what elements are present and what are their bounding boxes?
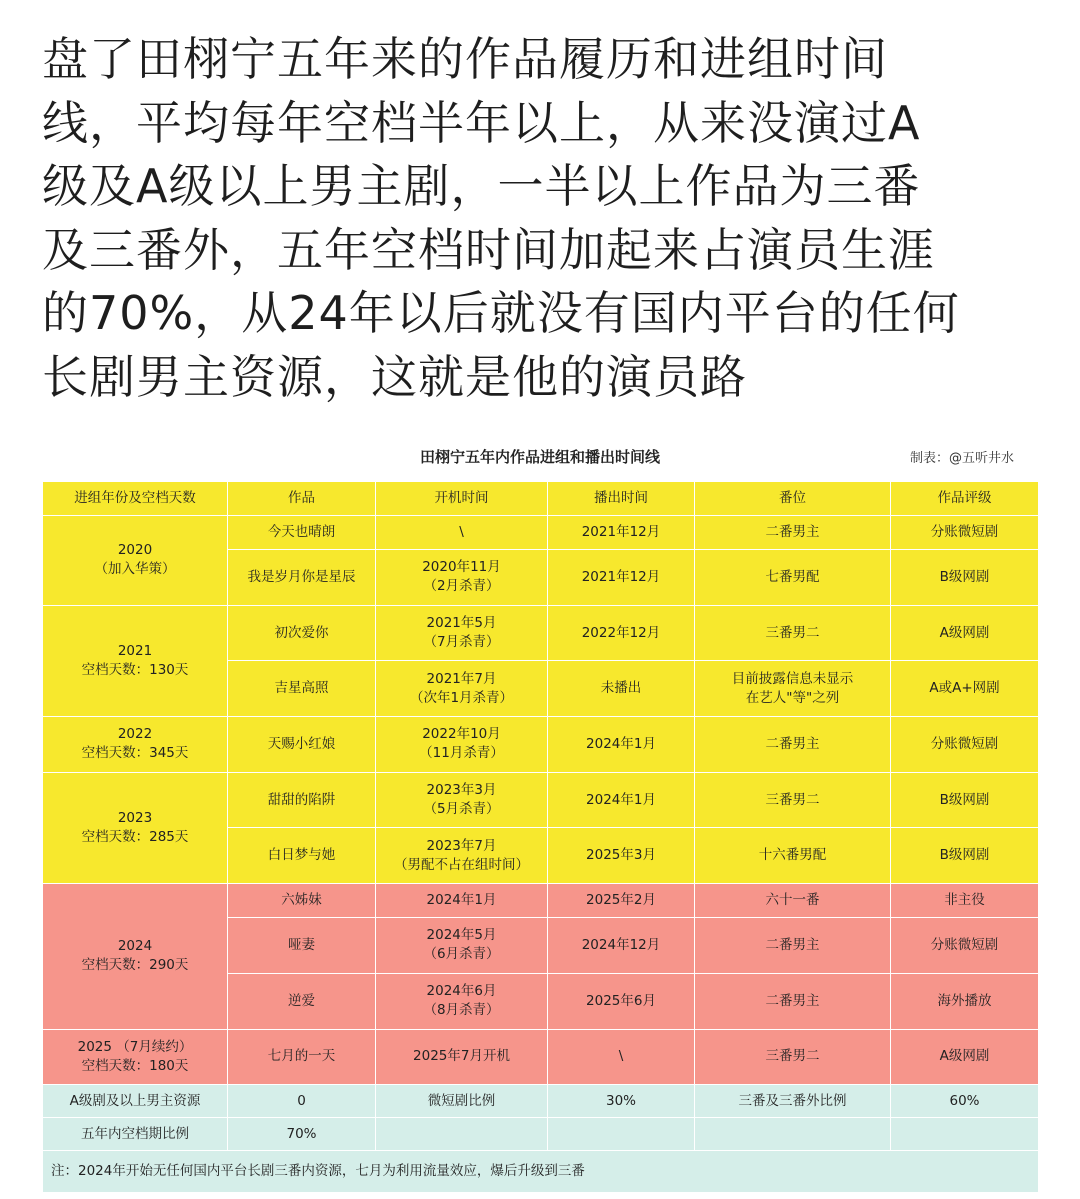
work-cell: 白日梦与她 <box>228 828 376 884</box>
summary-label: A级剧及以上男主资源 <box>43 1085 228 1118</box>
start-cell <box>376 605 548 661</box>
rank-cell: 七番男配 <box>695 550 891 606</box>
start-date: 2024年1月 <box>426 892 497 909</box>
start-date: 2020年11月 <box>422 559 501 576</box>
year-note: 空档天数：290天 <box>81 957 189 974</box>
year-label: 2020 <box>117 542 153 559</box>
air-cell: 2024年1月 <box>548 717 695 773</box>
start-date: 2023年7月 <box>426 837 497 854</box>
work-cell: 哑妻 <box>228 918 376 974</box>
grade-cell: B级网剧 <box>891 772 1039 828</box>
summary-label: 五年内空档期比例 <box>43 1118 228 1151</box>
start-date: 2024年5月 <box>426 927 497 944</box>
table-row <box>43 605 1039 661</box>
grade-cell: A级网剧 <box>891 1029 1039 1085</box>
rank-cell: 三番男二 <box>695 772 891 828</box>
timeline-table <box>42 481 1039 1193</box>
headline-line: 长剧男主资源，这就是他的演员路 <box>42 349 747 404</box>
table-note: 注：2024年开始无任何国内平台长剧三番内资源，七月为利用流量效应，爆后升级到三番 <box>43 1151 1039 1193</box>
summary-empty <box>891 1118 1039 1151</box>
year-label: 2022 <box>117 726 153 743</box>
work-cell: 逆爱 <box>228 973 376 1029</box>
table-header-row <box>43 482 1039 516</box>
work-cell: 六姊妹 <box>228 884 376 918</box>
work-cell: 今天也晴朗 <box>228 516 376 550</box>
table-row <box>43 884 1039 918</box>
summary-row <box>43 1118 1039 1151</box>
rank-cell <box>695 661 891 717</box>
headline-line: 盘了田栩宁五年来的作品履历和进组时间 <box>42 32 888 86</box>
grade-cell: 分账微短剧 <box>891 516 1039 550</box>
header-cell: 作品 <box>228 482 376 516</box>
summary-value: 0 <box>228 1085 376 1118</box>
rank-cell: 二番男主 <box>695 717 891 773</box>
table-title: 田栩宁五年内作品进组和播出时间线 <box>419 448 660 466</box>
work-cell: 我是岁月你是星辰 <box>228 550 376 606</box>
start-cell <box>376 828 548 884</box>
start-note: （次年1月杀青） <box>409 689 514 706</box>
year-label: 2021 <box>117 642 153 659</box>
year-note: 空档天数：180天 <box>81 1057 189 1074</box>
start-date: 2021年5月 <box>426 615 497 632</box>
grade-cell: A级网剧 <box>891 605 1039 661</box>
year-note: 空档天数：130天 <box>81 661 189 678</box>
start-date: \ <box>459 524 464 540</box>
air-cell: 2025年6月 <box>548 973 695 1029</box>
summary-row <box>43 1085 1039 1118</box>
air-cell: 2024年1月 <box>548 772 695 828</box>
grade-cell: 海外播放 <box>891 973 1039 1029</box>
summary-label: 三番及三番外比例 <box>695 1085 891 1118</box>
year-cell <box>43 605 228 716</box>
start-date: 2022年10月 <box>422 726 501 743</box>
grade-cell: 非主役 <box>891 884 1039 918</box>
rank-text: 目前披露信息未显示 <box>731 670 854 687</box>
summary-empty <box>376 1118 548 1151</box>
start-date: 2021年7月 <box>426 670 497 687</box>
year-label: 2023 <box>117 809 153 826</box>
rank-cell: 六十一番 <box>695 884 891 918</box>
table-row <box>43 516 1039 550</box>
start-note: （男配不占在组时间） <box>394 856 529 873</box>
start-date: 2023年3月 <box>426 782 497 799</box>
header-cell: 作品评级 <box>891 482 1039 516</box>
start-note: （2月杀青） <box>423 578 500 595</box>
work-cell: 甜甜的陷阱 <box>228 772 376 828</box>
start-note: （5月杀青） <box>423 801 500 818</box>
start-cell <box>376 884 548 918</box>
year-label: 2025 （7月续约） <box>77 1038 193 1055</box>
rank-cell: 二番男主 <box>695 516 891 550</box>
start-cell <box>376 973 548 1029</box>
air-cell: 2021年12月 <box>548 550 695 606</box>
rank-note: 在艺人"等"之列 <box>745 689 840 706</box>
grade-cell: B级网剧 <box>891 828 1039 884</box>
headline-line: 线，平均每年空档半年以上，从来没演过A <box>42 95 921 150</box>
start-note: （8月杀青） <box>423 1002 500 1019</box>
table-row <box>43 1029 1039 1085</box>
air-cell: 2021年12月 <box>548 516 695 550</box>
grade-cell: A或A+网剧 <box>891 661 1039 717</box>
air-cell: 2022年12月 <box>548 605 695 661</box>
table-credit: 制表：@五听井水 <box>910 451 1015 466</box>
air-cell: 2024年12月 <box>548 918 695 974</box>
start-cell <box>376 1029 548 1085</box>
start-note: （6月杀青） <box>423 946 500 963</box>
start-cell <box>376 661 548 717</box>
summary-value: 30% <box>548 1085 695 1118</box>
start-date: 2024年6月 <box>426 983 497 1000</box>
year-note: 空档天数：285天 <box>81 828 189 845</box>
start-date: 2025年7月开机 <box>413 1048 510 1065</box>
work-cell: 初次爱你 <box>228 605 376 661</box>
year-cell <box>43 516 228 606</box>
rank-cell: 三番男二 <box>695 605 891 661</box>
air-cell: 2025年2月 <box>548 884 695 918</box>
summary-empty <box>695 1118 891 1151</box>
note-row <box>43 1151 1039 1193</box>
header-cell: 进组年份及空档天数 <box>43 482 228 516</box>
year-cell <box>43 884 228 1029</box>
header-cell: 播出时间 <box>548 482 695 516</box>
air-cell: 未播出 <box>548 661 695 717</box>
year-cell <box>43 1029 228 1085</box>
start-cell <box>376 516 548 550</box>
headline-line: 及三番外，五年空档时间加起来占演员生涯 <box>42 222 935 277</box>
year-cell <box>43 717 228 773</box>
start-cell <box>376 918 548 974</box>
rank-cell: 二番男主 <box>695 918 891 974</box>
headline <box>42 28 1042 409</box>
grade-cell: B级网剧 <box>891 550 1039 606</box>
air-cell: 2025年3月 <box>548 828 695 884</box>
rank-cell: 二番男主 <box>695 973 891 1029</box>
work-cell: 天赐小红娘 <box>228 717 376 773</box>
year-cell <box>43 772 228 883</box>
start-cell <box>376 772 548 828</box>
header-cell: 开机时间 <box>376 482 548 516</box>
work-cell: 七月的一天 <box>228 1029 376 1085</box>
air-cell: \ <box>548 1029 695 1085</box>
headline-line: 的70%，从24年以后就没有国内平台的任何 <box>42 286 960 340</box>
year-note: （加入华策） <box>94 561 176 578</box>
start-cell <box>376 717 548 773</box>
summary-label: 微短剧比例 <box>376 1085 548 1118</box>
rank-cell: 三番男二 <box>695 1029 891 1085</box>
start-note: （7月杀青） <box>423 634 500 651</box>
year-note: 空档天数：345天 <box>81 745 189 762</box>
table-row <box>43 717 1039 773</box>
table-row <box>43 772 1039 828</box>
grade-cell: 分账微短剧 <box>891 717 1039 773</box>
summary-value: 70% <box>228 1118 376 1151</box>
summary-empty <box>548 1118 695 1151</box>
header-cell: 番位 <box>695 482 891 516</box>
start-cell <box>376 550 548 606</box>
grade-cell: 分账微短剧 <box>891 918 1039 974</box>
work-cell: 吉星高照 <box>228 661 376 717</box>
summary-value: 60% <box>891 1085 1039 1118</box>
start-note: （11月杀青） <box>419 745 504 762</box>
rank-cell: 十六番男配 <box>695 828 891 884</box>
year-label: 2024 <box>117 938 153 955</box>
headline-line: 级及A级以上男主剧，一半以上作品为三番 <box>42 159 921 213</box>
